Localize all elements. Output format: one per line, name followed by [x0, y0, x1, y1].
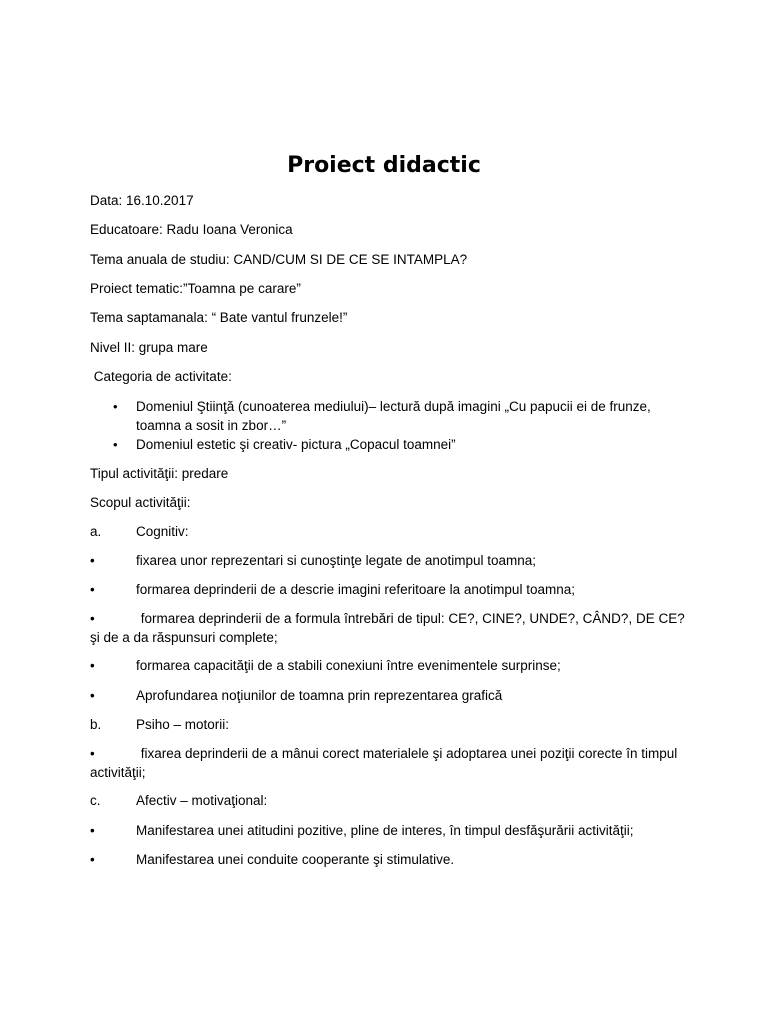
weekly-theme-line: Tema saptamanala: “ Bate vantul frunzele!” [90, 310, 348, 325]
bullet-icon: • [90, 611, 95, 626]
psiho-item-text: fixarea deprinderii de a mânui corect materialele şi adoptarea unei poziţii corecte în timpul activităţii; [90, 746, 678, 780]
bullet-icon: • [90, 582, 95, 597]
section-label-psiho-motorii: Psiho – motorii: [136, 717, 230, 732]
cognitiv-item: fixarea unor reprezentari si cunoştinţe legate de anotimpul toamna; [136, 553, 536, 568]
section-label-afectiv: Afectiv – motivaţional: [136, 793, 268, 808]
annual-theme-line: Tema anuala de studiu: CAND/CUM SI DE CE SE INTAMPLA? [90, 252, 468, 267]
bullet-icon: • [113, 399, 118, 414]
cognitiv-item: formarea deprinderii de a descrie imagini referitoare la anotimpul toamna; [136, 582, 575, 597]
cognitiv-item: Aprofundarea noţiunilor de toamna prin reprezentarea grafică [136, 688, 503, 703]
activity-category-label: Categoria de activitate: [90, 369, 232, 384]
bullet-icon: • [90, 823, 95, 838]
category-item-science: Domeniul Ştiinţă (cunoaterea mediului)– lectură după imagini „Cu papucii ei de frunze, toamna a sosit in zbor…” [136, 399, 651, 433]
bullet-icon: • [90, 658, 95, 673]
bullet-icon: • [90, 746, 95, 761]
cognitiv-item-text: formarea deprinderii de a formula întrebări de tipul: CE?, CINE?, UNDE?, CÂND?, DE CE? şi de a da răspunsuri complete; [90, 611, 685, 645]
section-marker-b: b. [90, 717, 102, 732]
thematic-project-line: Proiect tematic:”Toamna pe carare” [90, 281, 301, 296]
bullet-icon: • [90, 553, 95, 568]
cognitiv-item-wrapped [90, 609, 690, 647]
section-marker-c: c. [90, 793, 101, 808]
afectiv-item: Manifestarea unei conduite cooperante şi stimulative. [136, 852, 455, 867]
activity-purpose-label: Scopul activităţii: [90, 495, 191, 510]
teacher-line: Educatoare: Radu Ioana Veronica [90, 222, 293, 237]
date-line: Data: 16.10.2017 [90, 193, 194, 208]
section-label-cognitiv: Cognitiv: [136, 524, 189, 539]
bullet-icon: • [90, 852, 95, 867]
bullet-icon: • [113, 437, 118, 452]
cognitiv-item: formarea capacităţii de a stabili conexiuni între evenimentele surprinse; [136, 658, 561, 673]
bullet-icon: • [90, 688, 95, 703]
page-title: Proiect didactic [287, 153, 481, 178]
activity-type-line: Tipul activităţii: predare [90, 466, 229, 481]
level-line: Nivel II: grupa mare [90, 340, 208, 355]
section-marker-a: a. [90, 524, 102, 539]
psiho-item-wrapped [90, 744, 690, 782]
afectiv-item: Manifestarea unei atitudini pozitive, pline de interes, în timpul desfăşurării activităţii; [136, 823, 634, 838]
category-item-art: Domeniul estetic şi creativ- pictura „Copacul toamnei” [136, 437, 456, 452]
